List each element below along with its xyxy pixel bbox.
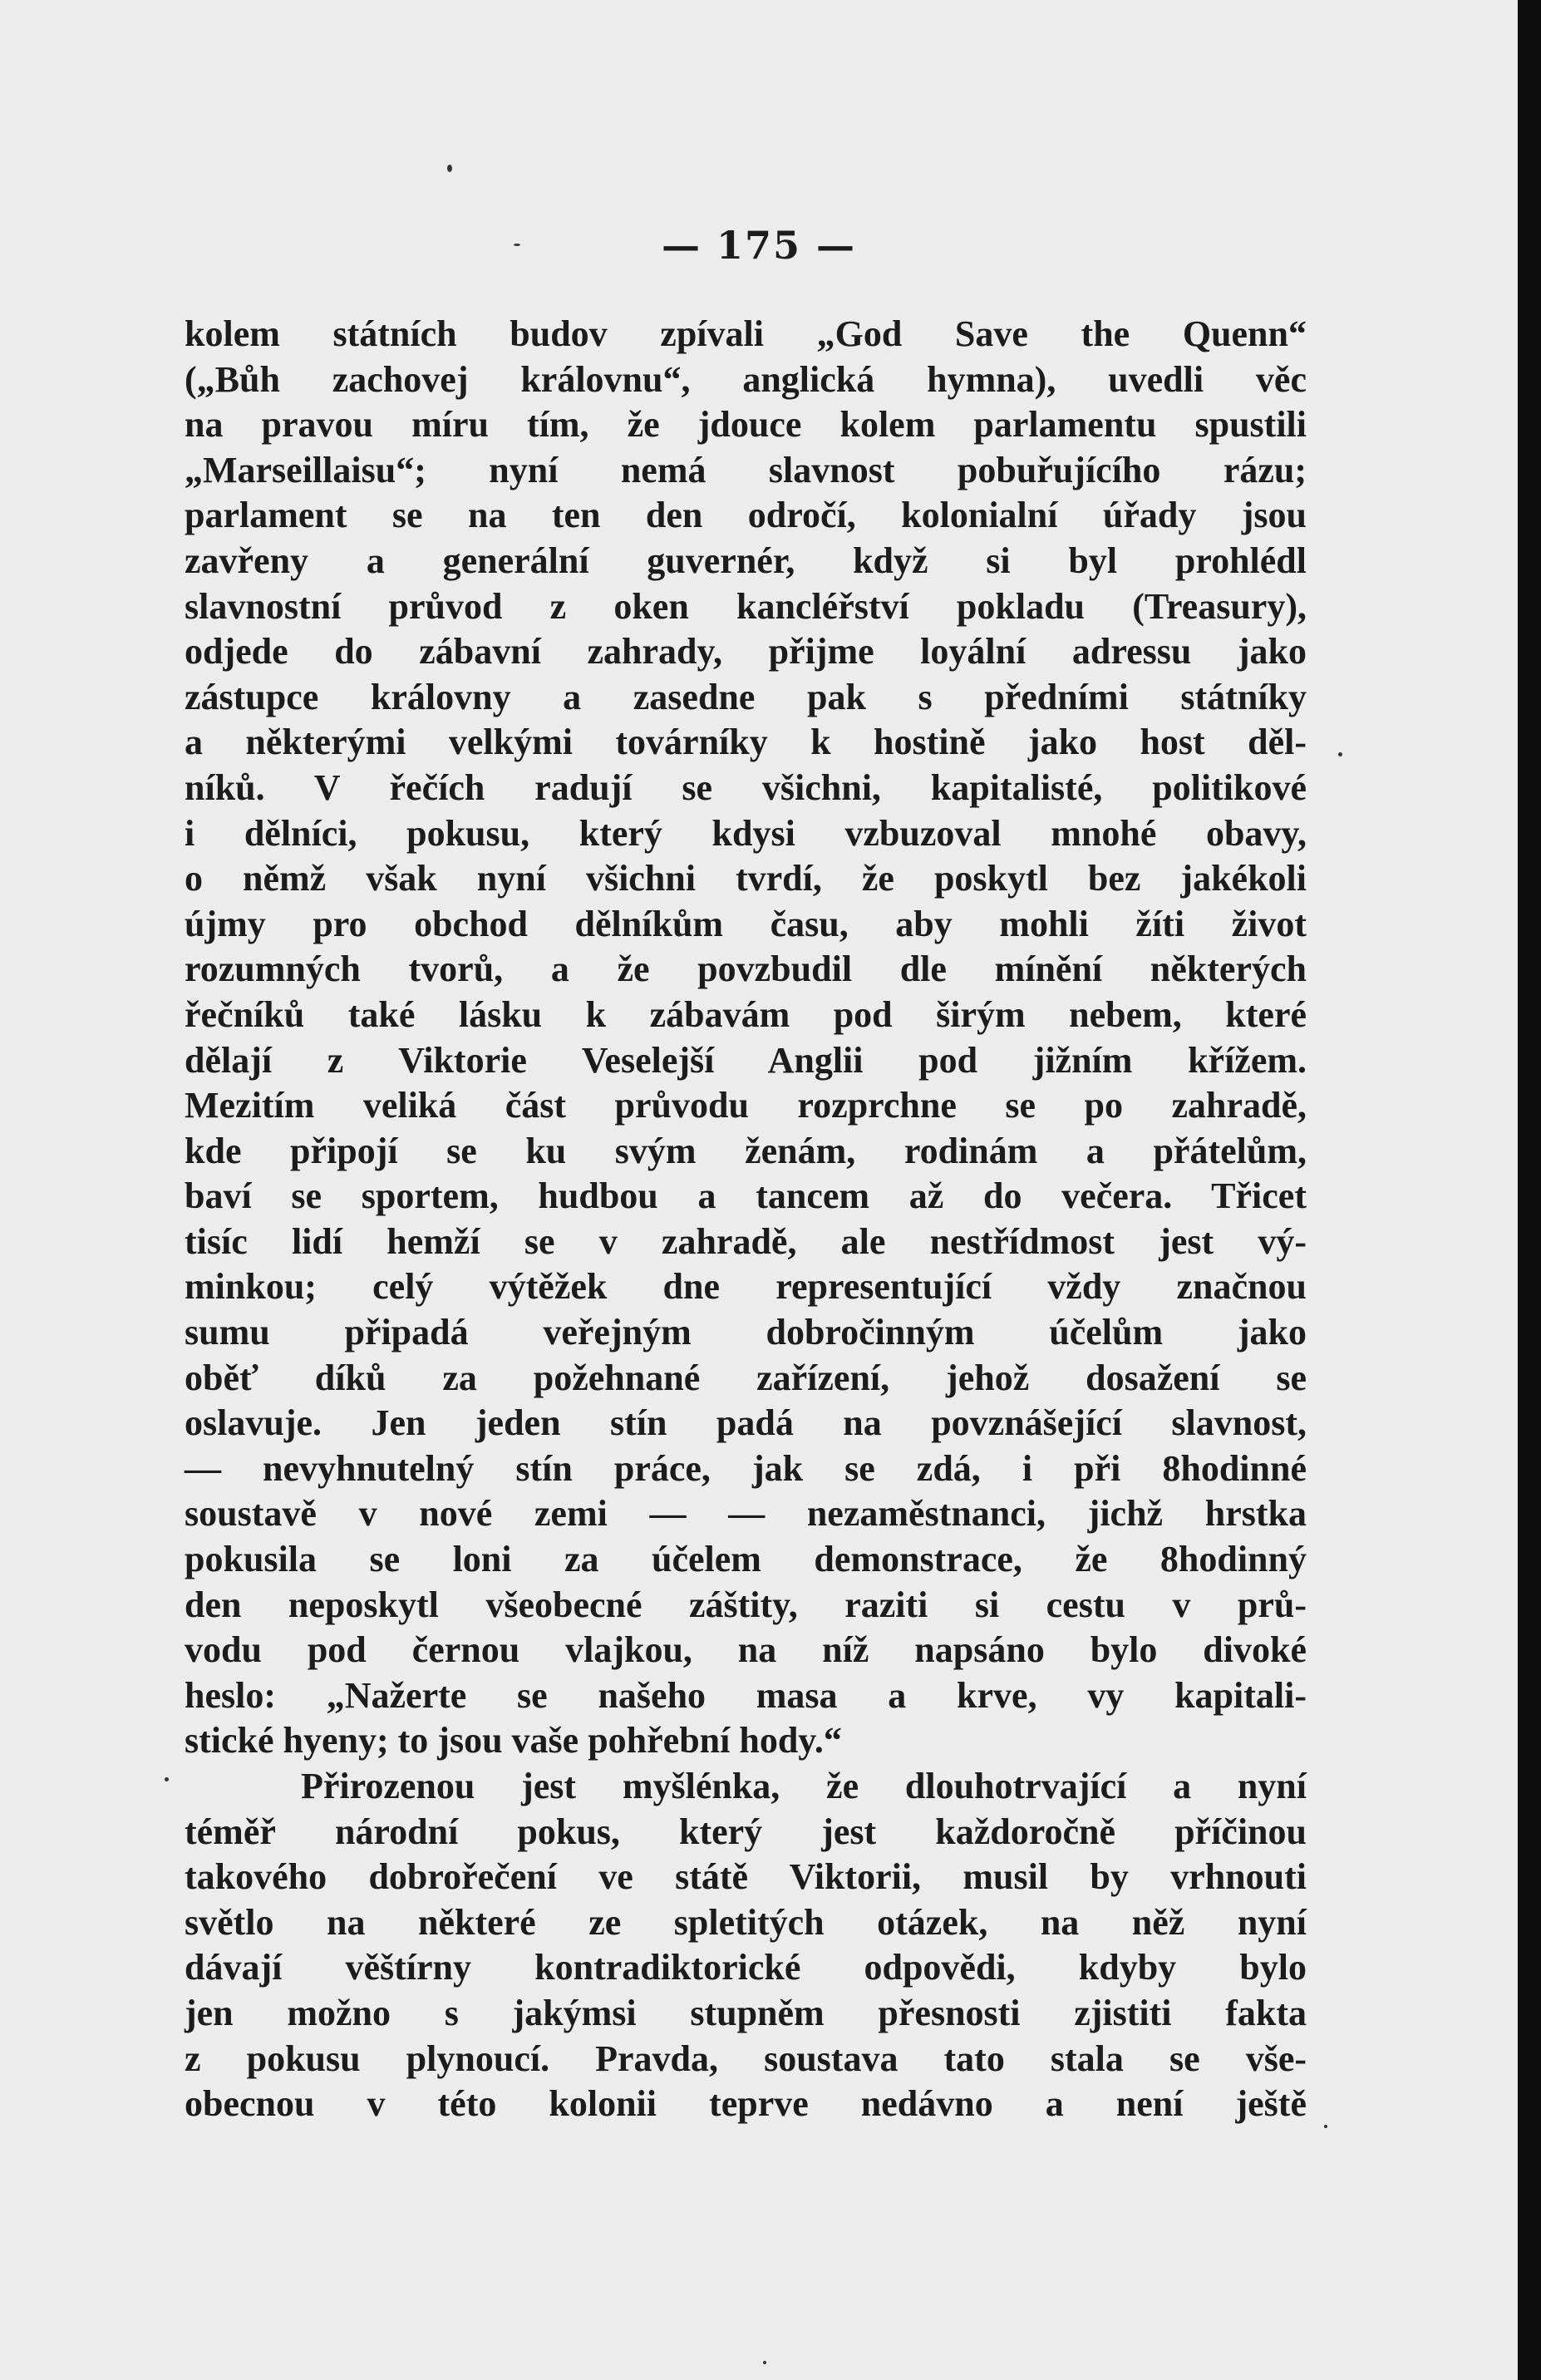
text-line: a některými velkými továrníky k hostině jako host děl- [185,722,1307,763]
ink-speck [514,244,520,246]
text-line: minkou; celý výtěžek dne representující vždy značnou [185,1266,1307,1308]
text-line: vodu pod černou vlajkou, na níž napsáno bylo divoké [185,1629,1307,1671]
text-line: heslo: „Nažerte se našeho masa a krve, vy kapitali- [185,1674,1307,1716]
text-line: kolem státních budov zpívali „God Save the Quenn“ [185,313,1307,354]
text-line: — nevyhnutelný stín práce, jak se zdá, i při 8hodinné [185,1447,1307,1489]
text-line: řečníků také lásku k zábavám pod širým nebem, které [185,993,1307,1035]
text-line: Přirozenou jest myšlénka, že dlouhotrvající a nyní [301,1766,1307,1806]
ink-speck [1324,2125,1327,2128]
text-line: z pokusu plynoucí. Pravda, soustava tato stala se vše- [185,2038,1307,2079]
text-line: pokusila se loni za účelem demonstrace, že 8hodinný [185,1539,1307,1580]
text-line: jen možno s jakýmsi stupněm přesnosti zjistiti fakta [185,1992,1307,2033]
text-line: takového dobrořečení ve státě Viktorii, musil by vrhnouti [185,1856,1307,1898]
text-line: Mezitím veliká část průvodu rozprchne se po zahradě, [185,1085,1307,1126]
text-line: parlament se na ten den odročí, kolonialní úřady jsou [185,495,1307,536]
text-line: zástupce královny a zasedne pak s předními státníky [185,676,1307,717]
text-line: téměř národní pokus, který jest každoročně příčinou [185,1811,1307,1852]
text-line: kde připojí se ku svým ženám, rodinám a přátelům, [185,1130,1307,1171]
text-line: soustavě v nové zemi — — nezaměstnanci, jichž hrstka [185,1493,1307,1535]
page-edge [1518,0,1541,2380]
ink-speck [165,1777,169,1781]
text-line: oslavuje. Jen jeden stín padá na povznášející slavnost, [185,1402,1307,1444]
text-line: tisíc lidí hemží se v zahradě, ale nestřídmost jest vý- [185,1220,1307,1262]
text-line: oběť díků za požehnané zařízení, jehož dosažení se [185,1357,1307,1398]
text-line: rozumných tvorů, a že povzbudil dle mínění některých [185,949,1307,990]
text-line: sumu připadá veřejným dobročinným účelům jako [185,1312,1307,1353]
text-line: níků. V řečích radují se všichni, kapitalisté, politikové [185,766,1307,808]
page-number: — 175 — [661,223,857,268]
ink-speck [1338,752,1342,756]
ink-speck [763,2361,766,2364]
text-line: dávají věštírny kontradiktorické odpovědi, kdyby bylo [185,1947,1307,1988]
text-line: újmy pro obchod dělníkům času, aby mohli žíti život [185,903,1307,944]
text-line: zavřeny a generální guvernér, když si byl prohlédl [185,540,1307,581]
text-line: dělají z Viktorie Veselejší Anglii pod jižním křížem. [185,1039,1307,1081]
text-line: na pravou míru tím, že jdouce kolem parlamentu spustili [185,404,1307,446]
text-line: o němž však nyní všichni tvrdí, že poskytl bez jakékoli [185,858,1307,899]
ink-speck [447,165,452,172]
text-line: stické hyeny; to jsou vaše pohřební hody.“ [185,1720,842,1762]
text-line: „Marseillaisu“; nyní nemá slavnost pobuřujícího rázu; [185,449,1307,490]
text-line: i dělníci, pokusu, který kdysi vzbuzoval mnohé obavy, [185,812,1307,854]
paragraph-1 [185,312,1307,1764]
body-text [185,312,1307,2127]
text-line: („Bůh zachovej královnu“, anglická hymna), uvedli věc [185,358,1307,400]
text-line: odjede do zábavní zahrady, přijme loyální adressu jako [185,631,1307,673]
text-line: slavnostní průvod z oken kancléřství pokladu (Treasury), [185,585,1307,627]
paragraph-2 [185,1764,1307,2127]
text-line: obecnou v této kolonii teprve nedávno a není ještě [185,2083,1307,2125]
text-line: den neposkytl všeobecné záštity, raziti si cestu v prů- [185,1584,1307,1625]
text-line: baví se sportem, hudbou a tancem až do večera. Třicet [185,1175,1307,1217]
text-line: světlo na některé ze spletitých otázek, na něž nyní [185,1901,1307,1943]
